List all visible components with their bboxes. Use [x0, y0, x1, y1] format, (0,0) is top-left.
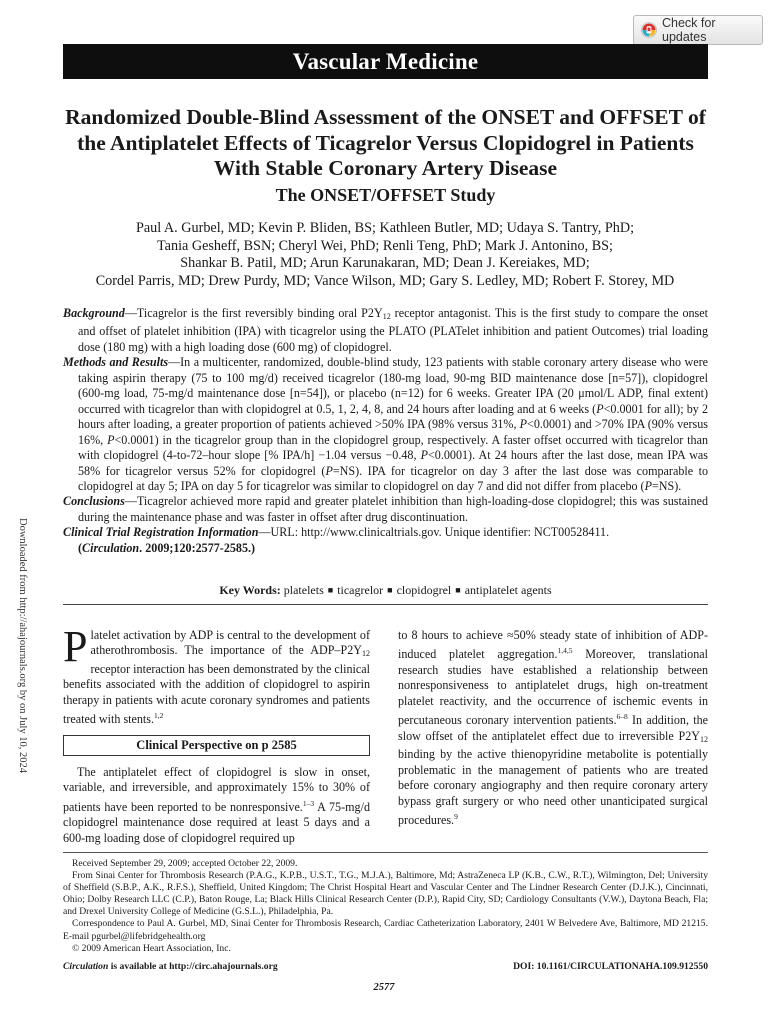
clinical-perspective-box: Clinical Perspective on p 2585 [63, 735, 370, 756]
footer-availability-text: is available at http://circ.ahajournals.org [108, 961, 278, 972]
footnotes [63, 858, 708, 955]
author-line: Tania Gesheff, BSN; Cheryl Wei, PhD; Renli Teng, PhD; Mark J. Antonino, BS; [157, 237, 613, 254]
footnote-divider [63, 852, 708, 853]
abstract [63, 306, 708, 556]
author-list [50, 220, 720, 290]
conclusions-label: Conclusions [63, 494, 125, 509]
footer-availability [63, 961, 278, 972]
body-column-right [398, 628, 708, 828]
intro-paragraph: Platelet activation by ADP is central to the development of atherothrombosis. The importance of the ADP–$P2Y_{12}$ receptor interaction has been demonstrated by the clinical benefits associated with the addition of clopidogrel to aspirin therapy in patients with acute coronary syndromes and patients treated with stents.$^{1,2}$ [63, 622, 370, 727]
author-line: Shankar B. Patil, MD; Arun Karunakaran, MD; Dean J. Kereiakes, MD; [180, 255, 590, 272]
footnote-affiliations: From Sinai Center for Thrombosis Research (P.A.G., K.P.B., U.S.T., T.G., M.J.A.), Baltimore, Md; AstraZeneca LP (K.B., C.W., R.T.), Wilmington, Del; University of Sheffield (S.B.P., A.K., R.F.S.), Sheffield, United Kingdom; The Christ Hospital Heart and Vascular Center and The Lindner Research Center (D.J.K.), Cincinnati, Ohio; Dolby Research LLC (C.P.), Baton Rouge, La; Black Hills Clinical Research Center (D.P.), Rapid City, SD; Cardiology Consultants (V.W.), Daytona Beach, Fla; and Drexel University College of Medicine (G.S.L.), Philadelphia, Pa. [63, 870, 708, 918]
page-number: 2577 [373, 982, 395, 993]
key-words-label: Key Words: [219, 583, 281, 597]
methods-label: Methods and Results [63, 355, 169, 370]
footnote-correspondence: Correspondence to Paul A. Gurbel, MD, Sinai Center for Thrombosis Research, Cardiac Catheterization Laboratory, 2401 W Belvedere Ave, Baltimore, MD 21215. E-mail pgurbel@lifebridgehealth.org [63, 918, 708, 942]
keyword: ticagrelor [337, 583, 384, 597]
citation-details: . 2009;120:2577-2585.) [139, 540, 256, 555]
footer-journal: Circulation [63, 961, 109, 972]
author-line: Cordel Parris, MD; Drew Purdy, MD; Vance Wilson, MD; Gary S. Ledley, MD; Robert F. Storey, MD [95, 272, 675, 289]
journal-section-banner [63, 44, 708, 79]
keyword: platelets [283, 583, 324, 597]
citation-journal: Circulation [82, 540, 140, 555]
author-line: Paul A. Gurbel, MD; Kevin P. Bliden, BS; Kathleen Butler, MD; Udaya S. Tantry, PhD; [135, 220, 635, 236]
background-label: Background [63, 306, 125, 320]
crossmark-icon [641, 22, 657, 38]
abstract-registration [63, 525, 708, 540]
square-bullet-icon: ■ [387, 585, 393, 595]
download-stamp: Downloaded from http://ahajournals.org by on July 10, 2024 [17, 518, 28, 773]
registration-label: Clinical Trial Registration Information [63, 525, 259, 540]
key-words [63, 583, 708, 599]
footnote-received: Received September 29, 2009; accepted October 22, 2009. [72, 858, 298, 869]
footnote-copyright: © 2009 American Heart Association, Inc. [72, 942, 231, 954]
body-column-left [63, 622, 370, 846]
journal-section-title: Vascular Medicine [292, 48, 479, 74]
abstract-background: Background—Ticagrelor is the first reversibly binding oral $P2Y_{12}$ receptor antagonist. This is the first study to compare the onset and offset of platelet inhibition (IPA) with ticagrelor using the PLATO (PLATelet inhibition and patient Outcomes) trial loading dose (180 mg) with a high loading dose (600 mg) of clopidogrel. [63, 306, 708, 354]
body-paragraph: to 8 hours to achieve ≈50% steady state of inhibition of ADP-induced platelet aggregation.$^{1,4,5}$ Moreover, translational research studies have established a relationship between nonresponsiveness to antiplatelet drugs, high on-treatment platelet reactivity, and the occurrence of ischemic events in percutaneous coronary intervention patients.$^{6-8}$ In addition, the slow offset of the antiplatelet effect due to irreversible $P2Y_{12}$ binding by the active thienopyridine metabolite is potentially problematic in the management of patients who are treated before coronary angiography and then require coronary artery bypass graft surgery or who need other unanticipated surgical procedures.$^9$ [398, 628, 708, 827]
body-paragraph: The antiplatelet effect of clopidogrel is slow in onset, variable, and irreversible, and approximately 15% to 30% of patients have been reported to be nonresponsive.$^{1-3}$ A 75-mg/d clopidogrel maintenance dose required at least 5 days and a 600-mg loading dose of clopidogrel required up [63, 764, 370, 845]
square-bullet-icon: ■ [327, 585, 334, 595]
keyword: antiplatelet agents [464, 583, 552, 597]
article-subtitle: The ONSET/OFFSET Study [275, 185, 496, 205]
abstract-citation: (Circulation. 2009;120:2577-2585.) [78, 540, 256, 555]
check-for-updates-label: Check for updates [662, 16, 716, 44]
drop-cap: P [63, 622, 88, 671]
registration-text: —URL: http://www.clinicaltrials.gov. Unique identifier: NCT00528411. [258, 525, 610, 540]
abstract-methods: Methods and Results—In a multicenter, randomized, double-blind study, 123 patients with stable coronary artery disease who were taking aspirin therapy (75 to 100 mg/d) received ticagrelor (180-mg load, 90-mg BID maintenance dose [n=57]), clopidogrel (600-mg load, 75-mg/d maintenance dose [n=54]), or placebo (n=12) for 6 weeks. Greater IPA (20 μmol/L ADP, final extent) occurred with ticagrelor than with clopidogrel at 0.5, 1, 2, 4, 8, and 24 hours after loading and at 6 weeks (P<0.0001 for all); by 2 hours after loading, a greater proportion of patients achieved >50% IPA (98% versus 31%, P<0.0001) and >70% IPA (90% versus 16%, P<0.0001) in the ticagrelor group than in the clopidogrel group, respectively. A faster offset occurred with ticagrelor than with clopidogrel (4-to-72–hour slope [% IPA/h] −1.04 versus −0.48, P<0.0001). At 24 hours after the last dose, mean IPA was 58% for ticagrelor versus 52% for clopidogrel (P=NS). IPA for ticagrelor on day 3 after the last dose was comparable to clopidogrel at day 5; IPA on day 5 for ticagrelor was similar to clopidogrel on day 7 and did not differ from placebo (P=NS). [63, 355, 709, 493]
article-title: Randomized Double-Blind Assessment of the ONSET and OFFSET of the Antiplatelet Effects of Ticagrelor Versus Clopidogrel in Patients With Stable Coronary Artery Disease [65, 105, 706, 180]
section-divider [63, 604, 708, 605]
check-for-updates-button[interactable] [633, 15, 763, 45]
footer-doi: DOI: 10.1161/CIRCULATIONAHA.109.912550 [513, 961, 708, 972]
abstract-conclusions: Conclusions—Ticagrelor achieved more rapid and greater platelet inhibition than high-loading-dose clopidogrel; this was sustained during the maintenance phase and was faster in offset after drug discontinuation. [63, 494, 708, 524]
keyword: clopidogrel [396, 583, 452, 597]
square-bullet-icon: ■ [455, 585, 461, 595]
